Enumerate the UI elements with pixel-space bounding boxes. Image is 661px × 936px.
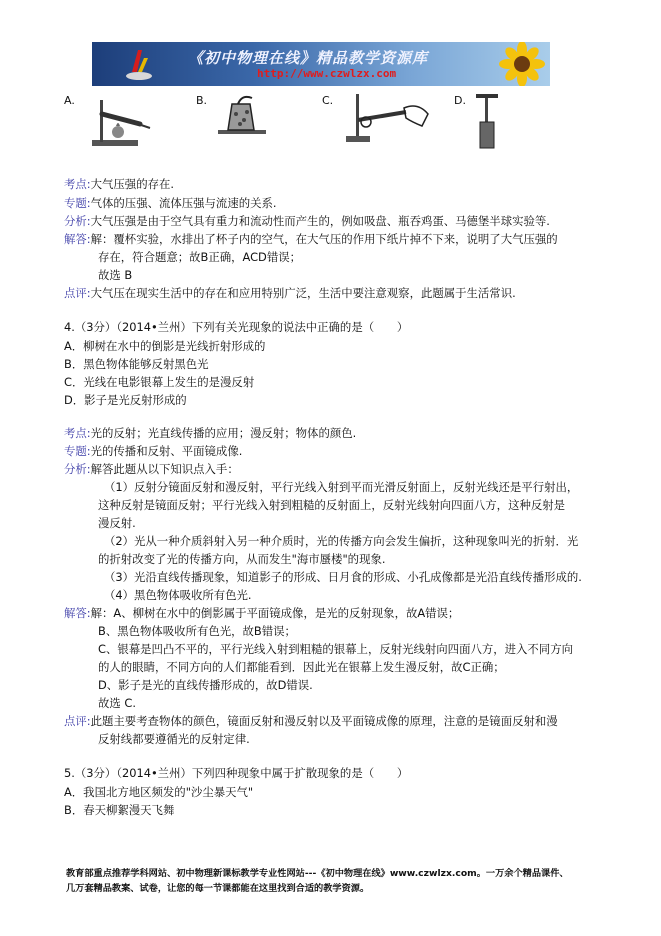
fenxi-text-2-7: （4）黑色物体吸收所有色光. — [104, 588, 252, 602]
figure-a-heating-apparatus — [88, 92, 154, 148]
q4-option-c: C．光线在电影银幕上发生的是漫反射 — [64, 375, 255, 389]
footer-line-1: 教育部重点推荐学科网站、初中物理新课标教学专业性网站---《初中物理在线》www.czwlzx.com。一万余个精品课件、 — [66, 868, 569, 879]
logo-icon — [124, 46, 154, 82]
option-c-label: C. — [322, 94, 334, 107]
kaodian-tag: 考点: — [64, 177, 91, 191]
footer-line-2: 几万套精品教案、试卷，让您的每一节课都能在这里找到合适的教学资源。 — [66, 883, 370, 894]
zhuanti-row-2 — [64, 443, 242, 459]
fenxi-tag-2: 分析: — [64, 462, 91, 476]
dianping-text-2-1: 此题主要考查物体的颜色，镜面反射和漫反射以及平面镜成像的原理，注意的是镜面反射和漫 — [90, 714, 558, 728]
jieda-text-2-2: B、黑色物体吸收所有色光，故B错误； — [98, 624, 296, 638]
sunflower-icon — [492, 42, 546, 86]
jieda-text-2-1: 解：A、柳树在水中的倒影属于平面镜成像，是光的反射现象，故A错误； — [90, 606, 460, 620]
zhuanti-tag: 专题: — [64, 196, 91, 210]
figure-b-inverted-cup — [216, 92, 268, 140]
dianping-tag: 点评: — [64, 286, 91, 300]
figure-c-syringe-hands — [344, 92, 432, 152]
header-banner — [92, 42, 550, 86]
fenxi-text-2-1: （1）反射分镜面反射和漫反射，平行光线入射到平而光滑反射面上，反射光线还是平行射出， — [104, 480, 579, 494]
figure-d-hanging-weight — [472, 92, 502, 152]
jieda-row — [64, 231, 558, 247]
option-d-label: D. — [454, 94, 466, 107]
kaodian-row — [64, 176, 174, 192]
banner-title: 《初中物理在线》精品教学资源库 — [188, 49, 429, 67]
q5-option-b: B．春天柳絮漫天飞舞 — [64, 803, 175, 817]
zhuanti-text: 气体的压强、流体压强与流速的关系. — [90, 196, 277, 210]
dianping-row — [64, 285, 516, 301]
option-a-label: A. — [64, 94, 75, 107]
fenxi-text-2-3: 漫反射. — [98, 516, 136, 530]
jieda-text-2-4: 的人的眼睛，不同方向的人们都能看到．因此光在银幕上发生漫反射，故C正确； — [98, 660, 505, 674]
zhuanti-tag-2: 专题: — [64, 444, 91, 458]
q5-stem: 5.（3分）（2014•兰州）下列四种现象中属于扩散现象的是（ ） — [64, 766, 409, 780]
jieda-text-2-5: D、影子是光的直线传播形成的，故D错误. — [98, 678, 313, 692]
zhuanti-text-2: 光的传播和反射、平面镜成像. — [90, 444, 243, 458]
zhuanti-row — [64, 195, 277, 211]
fenxi-row-2 — [64, 461, 239, 477]
fenxi-text-2-5: 的折射改变了光的传播方向，从而发生"海市蜃楼"的现象. — [98, 552, 386, 566]
fenxi-text-2-0: 解答此题从以下知识点入手： — [90, 462, 239, 476]
kaodian-tag-2: 考点: — [64, 426, 91, 440]
fenxi-tag: 分析: — [64, 214, 91, 228]
dianping-text: 大气压在现实生活中的存在和应用特别广泛，生活中要注意观察，此题属于生活常识. — [90, 286, 516, 300]
fenxi-row — [64, 213, 550, 229]
jieda-tag-2: 解答: — [64, 606, 91, 620]
kaodian-text: 大气压强的存在. — [90, 177, 174, 191]
fenxi-text: 大气压强是由于空气具有重力和流动性而产生的，例如吸盘、瓶吞鸡蛋、马德堡半球实验等. — [90, 214, 550, 228]
kaodian-row-2 — [64, 425, 356, 441]
jieda-tag: 解答: — [64, 232, 91, 246]
dianping-tag-2: 点评: — [64, 714, 91, 728]
q4-option-a: A．柳树在水中的倒影是光线折射形成的 — [64, 339, 266, 353]
fenxi-text-2-4: （2）光从一种介质斜射入另一种介质时，光的传播方向会发生偏折，这种现象叫光的折射．光 — [104, 534, 579, 548]
q5-option-a: A．我国北方地区频发的"沙尘暴天气" — [64, 785, 254, 799]
kaodian-text-2: 光的反射；光直线传播的应用；漫反射；物体的颜色. — [90, 426, 357, 440]
fenxi-text-2-2: 这种反射是镜面反射；平行光线入射到粗糙的反射面上，反射光线射向四面八方，这种反射是 — [98, 498, 566, 512]
jieda-text-2-3: C、银幕是凹凸不平的，平行光线入射到粗糙的银幕上，反射光线射向四面八方，进入不同方向 — [98, 642, 573, 656]
fenxi-text-2-6: （3）光沿直线传播现象，知道影子的形成、日月食的形成、小孔成像都是光沿直线传播形成的. — [104, 570, 582, 584]
jieda-text-2-6: 故选 C. — [98, 696, 136, 710]
dianping-row-2 — [64, 713, 558, 729]
jieda-text-2: 存在，符合题意；故B正确，ACD错误； — [98, 250, 301, 264]
jieda-row-2 — [64, 605, 459, 621]
jieda-text-1: 解：覆杯实验，水排出了杯子内的空气，在大气压的作用下纸片掉不下来，说明了大气压强的 — [90, 232, 558, 246]
jieda-text-3: 故选 B — [98, 268, 133, 282]
q4-stem: 4.（3分）（2014•兰州）下列有关光现象的说法中正确的是（ ） — [64, 320, 409, 334]
q4-option-d: D．影子是光反射形成的 — [64, 393, 187, 407]
dianping-text-2-2: 反射线都要遵循光的反射定律. — [98, 732, 250, 746]
banner-url[interactable]: http://www.czwlzx.com — [257, 67, 397, 80]
option-b-label: B. — [196, 94, 208, 107]
q4-option-b: B．黑色物体能够反射黑色光 — [64, 357, 209, 371]
